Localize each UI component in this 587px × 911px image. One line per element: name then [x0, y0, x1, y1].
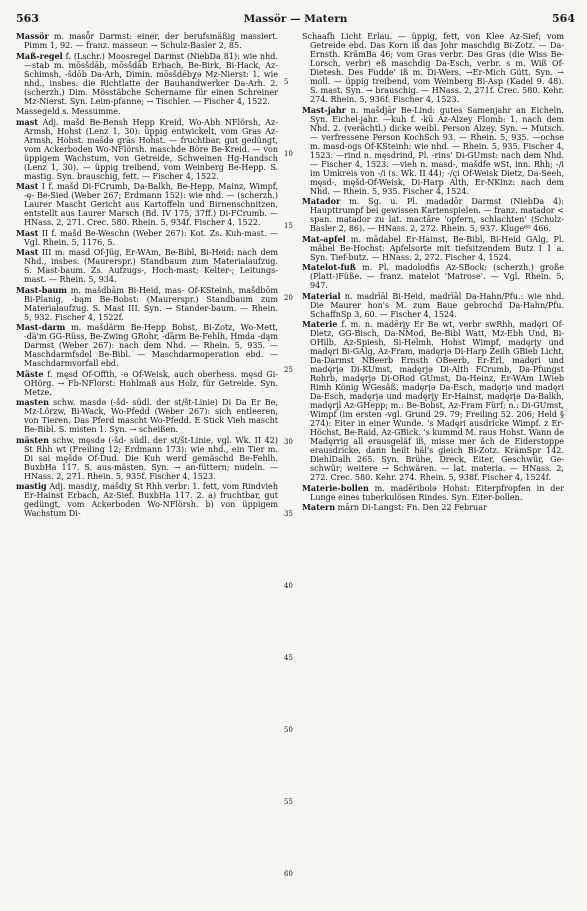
- headword: Material: [302, 290, 341, 301]
- dictionary-entry: [302, 484, 564, 502]
- entry-text: f. m. n. madērįy Er Be wt, verbr swRhh, madęri Of-Dietz, GG-Bisch, Da-NMod, Be-Bibl Watt, Mz-Ebh Und, Bi-OHilb, Az-Spiesh, Si-Helmh, Hohst Wimpf, madęrįy und madęri Bi-GAlg, Az-Fram, madęrįə Di-Harp Zeilh GBieb Licht, Da-Darmst NBeerb Ernsth OBeerb, Er-Erl, madęri und madęrįə Di-KUmst, madęrjə Di-Alth FCrumb, Da-Pfungst Rohrb, madęrjə Di-ORod GUmst, Da-Heinz, Er-WAm LWieb Rimh König WGesäß, madęrįə Da-Esch, madęrįə und madęri Da-Esch, madęrįə und madęrįy Er-Hainst, madęrįə Da-Balkh, madęrįl Az-GHepp; m.: Be-Bobst, Az-Fram Fürf; n.: Di-GUmst, Wimpf (im ersten -vgl. Grund 29. 79; Freiling 52. 206; Held § 274): Eiter in einer Wunde. 's Madęri ausdricke Wimpf. z Er-Höchst, Be-Raid, Az-GBick. 's kummd M. raus Hohst. Wann de Madęrrig all erausgeläf iß, misse mer ăch de Eiderstoppe erausdricke, dann heilt häl's gleich Bi-Zotz. KrämSpr 142. DiehlDalh 265. Syn. Brühe, Dreck, Eiter, Geschwür, Ge-schwür; weitere → Schwären. — lat. materia. — HNass. 2, 272. Crec. 580. Kehr. 274. Rhein. 5, 938f. Fischer 4, 1524f.: [310, 320, 565, 482]
- line-number: 45: [284, 654, 293, 662]
- line-number: 15: [284, 222, 293, 230]
- dictionary-entry: [302, 292, 564, 319]
- headword: Materie: [302, 319, 338, 329]
- line-number-gutter: [278, 32, 302, 878]
- dictionary-entry: [302, 235, 564, 262]
- entry-text: m. mādabel Er-Hainst, Be-Bibl, Bi-Heid GAlg, Pl. mäbel Be-Hochst: Apfelsorte mit tiefsitzendem Butz I 1 a. Syn. Tief-butz. — HNass. 2, 272. Fischer 4, 1524.: [310, 234, 564, 262]
- headword: Mast-jahr: [302, 104, 346, 115]
- running-title: Massör — Matern: [243, 13, 348, 25]
- dictionary-entry: [16, 229, 278, 247]
- entry-text: II f. mašd Be-Weschn (Weber 267): Kot. Zs. Kuh-mast. — Vgl. Rhein. 5, 1176, 5.: [24, 228, 278, 247]
- dictionary-entry: [16, 107, 278, 116]
- line-number: 40: [284, 582, 293, 590]
- entry-text: f. męsd Of-Offth, -ə Of-Weisk, auch oberhess. męsd Gi-OHörg. → Fb-NFlorst: Hohlmaß aus Holz, für Getreide. Syn. Metze.: [24, 369, 278, 397]
- line-number: 10: [284, 150, 293, 158]
- headword: Mäste: [16, 368, 44, 379]
- dictionary-entry: [16, 52, 278, 106]
- line-number: 35: [284, 510, 293, 518]
- dictionary-entry: [302, 32, 564, 104]
- dictionary-entry: [16, 370, 278, 397]
- headword: Materie-bollen: [302, 482, 369, 493]
- entry-text: III m. masd Of-Jüg, Er-WAm, Be-Bibl, Bi-Heid: nach dem Nhd., insbes. (Maurerspr.) Standbaum zum Materialaufzug. S. Mast-baum. Zs. Aufzugs-, Hoch-mast; Kelter-; Leitungs-mast. — Rhein. 5, 934.: [24, 248, 278, 284]
- line-number: 25: [284, 366, 293, 374]
- dictionary-entry: [16, 182, 278, 227]
- left-column: [16, 32, 278, 520]
- dictionary-entry: [16, 436, 278, 481]
- dictionary-entry: [302, 106, 564, 196]
- entry-text: I f. mašd Di-FCrumb, Da-Balkh, Be-Hepp, Mainz, Wimpf, -ę- Be-Sied (Weber 267; Erdmann 152): wie nhd. — (scherzh.) Laurer Mascht Gericht aus Kartoffeln und Birnenschnitzen, entstellt aus Laurer Marsch (Bd. IV 175, 37ff.) Di-FCrumb. — HNass. 2, 271. Crec. 580. Rhein. 5, 934f. Fischer 4, 1522.: [24, 182, 278, 227]
- dictionary-entry: [16, 323, 278, 368]
- dictionary-entry: [16, 286, 278, 322]
- entry-text: m. madēribolə Hohst: Eiterpfropfen in der Lunge eines tuberkulösen Rindes. Syn. Eiter-bollen.: [310, 483, 564, 502]
- entry-text: m. masȫr Darmst: einer, der berufsmäßig massiert. Pimm 1, 92. — franz. masseur. → Schulz-Basler 2, 85.: [24, 32, 278, 50]
- line-number: 30: [284, 438, 293, 446]
- line-number: 55: [284, 798, 293, 806]
- right-column: [302, 32, 564, 520]
- entry-text: m. mašdärm Be-Hepp Bobst, Bi-Zotz, Wo-Mett, -ďȧ'm GG-Rüss, Be-Zwing GRohr, -ďārm Be-Fehlh, Hmda -dąm Darmst (Weber 267): nach dem Nhd. — Rhein. 5, 935. — Maschdarmfsdel Be-Bibl. — Maschdarmoperation ebd. — Maschdarmvorfall ebd.: [24, 323, 278, 368]
- headword: mast: [16, 116, 38, 127]
- line-number: 50: [284, 726, 293, 734]
- headword: Matelot-fuß: [302, 262, 356, 272]
- entry-text: m. Sg. u. Pl. madadōr Darmst (NiebDa 4): Haupttrumpf bei gewissen Kartenspielen. — franz. matador < span. matador zu lat. mactāre 'opfern, schlachten' (Schulz-Basler 2, 86). — HNass. 2, 272. Rhein. 5, 937. Kluge⁶⁰ 466.: [310, 197, 564, 233]
- headword: Mast-baum: [16, 284, 67, 295]
- entry-text: Schaafh Licht Erlau. — üppig, fett, von Klee Az-Sief; vom Getreide ebd. Das Korn iß das Johr maschdig Bi-Zotz. — Da-Ernsth. KrämBa 46; vom Gras verbr. Des Gras (die Wiss Be-Lorsch, verbr) eß maschdig Da-Esch, verbr. s m. Wiß Of-Dietesh. Des Fudde' iß m. Di-Wers, →Er-Mich Gütt. Syn. → moll. — üppig treibend, vom Weinberg Bi-Asp (Kadel 9. 48). S. mast. Syn. → brauschig. — HNass. 2, 271f. Crec. 580. Kehr. 274. Rhein. 5, 936f. Fischer 4, 1523.: [302, 32, 564, 104]
- entry-text: Massegeld s. Messumme.: [16, 107, 121, 116]
- entry-text: n. madrīāl Bi-Heid, madrīāl Da-Hahn/Pfu.: wie nhd. Die Maurer hon's M. zum Baue gebrochd Da-Hahn/Pfu. SchaffnSp 3, 60. — Fischer 4, 1524.: [310, 291, 564, 319]
- page-header: [16, 12, 575, 32]
- left-page-number: 563: [16, 12, 39, 25]
- dictionary-entry: [16, 248, 278, 284]
- headword: Maß-regel: [16, 50, 63, 61]
- dictionary-entry: [302, 503, 564, 512]
- dictionary-entry: [302, 263, 564, 290]
- entry-text: Adj. masdiχ, mašdiχ St Rhh verbr: 1. fett, vom Rindvieh Er-Hainst Erbach, Az-Sief. BuxbHa 117. 2. a) fruchtbar, gut gedüngt, vom Ackerboden Wo-NFlörsh. b) von üppigem Wachstum Di-: [24, 482, 278, 518]
- headword: Mast-darm: [16, 322, 66, 332]
- right-page-number: 564: [552, 12, 575, 25]
- dictionary-entry: [16, 118, 278, 181]
- entry-text: m. Pl. madolodfis Az-SBock: (scherzh.) große (Platt-)Füße. — franz. matelot 'Matrose'. — Vgl. Rhein. 5, 947.: [310, 263, 564, 290]
- entry-text: m. mašdbām Bi-Heid, mas- Of-KSteinh, mašdbōm Bi-Planig, -bąm Be-Bobst: (Maurerspr.) Standbaum zum Materialaufzug. S. Mast III. Syn. → Stander-baum. — Rhein. 5, 932. Fischer 4, 1522f.: [24, 285, 278, 322]
- headword: Mast: [16, 247, 39, 257]
- dictionary-entry: [302, 320, 564, 482]
- line-number: 60: [284, 870, 293, 878]
- columns: [16, 31, 575, 878]
- entry-text: f. (Lschr.) Moosregel Darmst (NiebDa 81): wie nhd. —stab m. mōsšdāb, mōsšdāb Erbach, Be-Birk, Bi-Hack, Az-Schimsh, -šdōb Da-Arh, Dimin. mōsšdȇbχə Mz-Nierst: 1. wie nhd., insbes. die Richtlatte der Bauhandwerker Da-Arh. 2. (scherzh.) Dim. Mösstäbche Schername für einen Schreiner Mz-Nierst. Syn. Leim-pfanne; → Tischler. — Fischer 4, 1522.: [24, 51, 278, 106]
- entry-text: schw. męsdə (-šd- südl. der st/št-Linie, vgl. Wk. II 42) St Rhh wt (Freiling 12; Erdmann 173): wie nhd., ein Tier m. Di sai męšdə Of-Dud. Die Kuh werd gemäschd Be-Fehlh. BuxbHa 117. S. aus-mästen. Syn. → an-füttern; nudeln. — HNass. 2, 271. Rhein. 5, 935f. Fischer 4, 1523.: [24, 435, 278, 481]
- dictionary-entry: [16, 32, 278, 50]
- line-number: 20: [284, 294, 293, 302]
- headword: Mast: [16, 181, 39, 191]
- headword: masten: [16, 397, 49, 407]
- headword: Mast: [16, 227, 39, 238]
- headword: Mat-apfel: [302, 233, 346, 244]
- headword: Matador: [302, 196, 341, 206]
- dictionary-entry: [302, 197, 564, 233]
- entry-text: n. mašdjār Be-Lind: gutes Samenjahr an Eicheln. Syn. Eichel-jahr. —kuh f. -kū Az-Alzey Flomb: 1. nach dem Nhd. 2. (verächtl.) dicke weibl. Person Alzey. Syn. → Mutsch. — verfressene Person KochSch 93. — Rhein. 5, 935. —ochse m. masd-ogs Of-KSteinh: wie nhd. — Rhein. 5, 935. Fischer 4, 1523. —rind n. męsdrind, Pl. -rins' Di-GUmst: nach dem Nhd. — Fischer 4, 1523. —vieh n. masd-, mašdfe wSt, inn. Rhh; -/i im Umkreis von -/i (s. Wk. II 44); -/çi Of-Weisk Dietz, Da-Seeh, męsd-, męšd-Of-Weisk, Di-Harp Alth, Er-NKinz: nach dem Nhd. — Rhein. 5, 935. Fischer 4, 1524.: [310, 105, 564, 196]
- entry-text: Adj. mašd Be-Bensh Hepp Kreid, Wo-Abh NFlörsh, Az-Armsh, Hohst (Lenz 1, 30): üppig entwickelt, vom Gras Az-Armsh, Hohst. mašdə grās Hohst. — fruchtbar, gut gedüngt, vom Ackerboden Wo-NFlörsh. maschde Böre Be-Kreid. — von üppigem Wachstum, von Getreide, Schweinen Hg-Handsch (Lenz 1, 30). — üppig treibend, vom Weinberg Be-Hepp. S. mastig. Syn. brauschig, fett. — Fischer 4, 1522.: [24, 117, 278, 181]
- headword: Matern: [302, 502, 336, 512]
- headword: Massör: [16, 31, 49, 41]
- headword: mästen: [16, 434, 49, 445]
- entry-text: mārn Di-Langst: Fn. Den 22 Februar: [335, 503, 487, 512]
- dictionary-entry: [16, 398, 278, 434]
- headword: mastig: [16, 481, 47, 491]
- entry-text: schw. masdə (-šd- südl. der st/št-Linie) Di Da Er Be, Mz-Lörzw, Bi-Wack, Wo-Pfedd (Weber 267): sich entleeren, von Tieren. Das Pferd mascht Wo-Pfedd. E Stick Vieh mascht Be-Bibl. S. misten 1. Syn. → scheißen.: [24, 398, 278, 434]
- line-number: 5: [284, 78, 289, 86]
- dictionary-entry: [16, 482, 278, 518]
